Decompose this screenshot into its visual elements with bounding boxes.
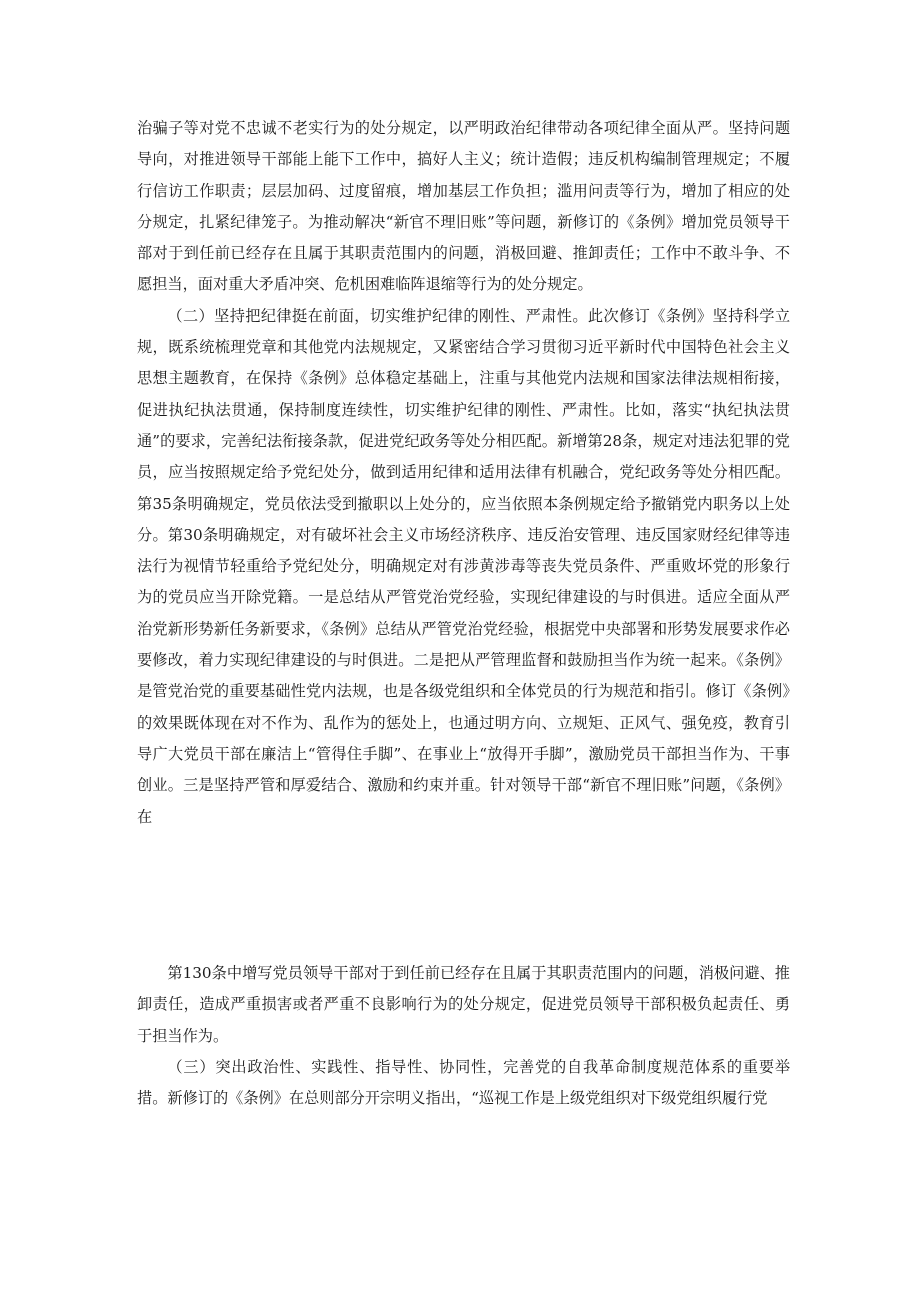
text-block-lower (137, 958, 790, 1114)
paragraph-section-2: （二）坚持把纪律挺在前面，切实维护纪律的刚性、严肃性。此次修订《条例》坚持科学立规，既系统梳理党章和其他党内法规规定，又紧密结合学习贯彻习近平新时代中国特色社会主义思想主题教育，在保持《条例》总体稳定基础上，注重与其他党内法规和国家法律法规相衔接，促进执纪执法贯通，保持制度连续性，切实维护纪律的刚性、严肃性。比如，落实“执纪执法贯通”的要求，完善纪法衔接条款，促进党纪政务等处分相匹配。新增第28条，规定对违法犯罪的党员，应当按照规定给予党纪处分，做到适用纪律和适用法律有机融合，党纪政务等处分相匹配。第35条明确规定，党员依法受到撤职以上处分的，应当依照本条例规定给予撤销党内职务以上处分。第30条明确规定，对有破坏社会主义市场经济秩序、违反治安管理、违反国家财经纪律等违法行为视情节轻重给予党纪处分，明确规定对有涉黄涉毒等丧失党员条件、严重败坏党的形象行为的党员应当开除党籍。一是总结从严管党治党经验，实现纪律建设的与时俱进。适应全面从严治党新形势新任务新要求，《条例》总结从严管党治党经验，根据党中央部署和形势发展要求作必要修改，着力实现纪律建设的与时俱进。二是把从严管理监督和鼓励担当作为统一起来。《条例》是管党治党的重要基础性党内法规，也是各级党组织和全体党员的行为规范和指引。修订《条例》的效果既体现在对不作为、乱作为的惩处上，也通过明方向、立规矩、正风气、强免疫，教育引导广大党员干部在廉洁上“管得住手脚”、在事业上“放得开手脚”，激励党员干部担当作为、干事创业。三是坚持严管和厚爱结合、激励和约束并重。针对领导干部“新官不理旧账”问题，《条例》在 (137, 306, 790, 826)
paragraph-section-3: （三）突出政治性、实践性、指导性、协同性，完善党的自我革命制度规范体系的重要举措。新修订的《条例》在总则部分开宗明义指出，“巡视工作是上级党组织对下级党组织履行党 (137, 1057, 790, 1108)
paragraph-continuation: 治骗子等对党不忠诚不老实行为的处分规定，以严明政治纪律带动各项纪律全面从严。坚持问题导向，对推进领导干部能上能下工作中，搞好人主义；统计造假；违反机构编制管理规定；不履行信访工作职责；层层加码、过度留痕，增加基层工作负担；滥用问责等行为，增加了相应的处分规定，扎紧纪律笼子。为推动解决“新官不理旧账”等问题，新修订的《条例》增加党员领导干部对于到任前已经存在且属于其职责范围内的问题，消极回避、推卸责任；工作中不敢斗争、不愿担当，面对重大矛盾冲突、危机困难临阵退缩等行为的处分规定。 (137, 119, 790, 294)
text-block-upper (137, 113, 790, 833)
paragraph-article-130: 第130条中增写党员领导干部对于到任前已经存在且属于其职责范围内的问题，消极问避、推卸责任，造成严重损害或者严重不良影响行为的处分规定，促进党员领导干部积极负起责任、勇于担当作为。 (137, 964, 790, 1045)
